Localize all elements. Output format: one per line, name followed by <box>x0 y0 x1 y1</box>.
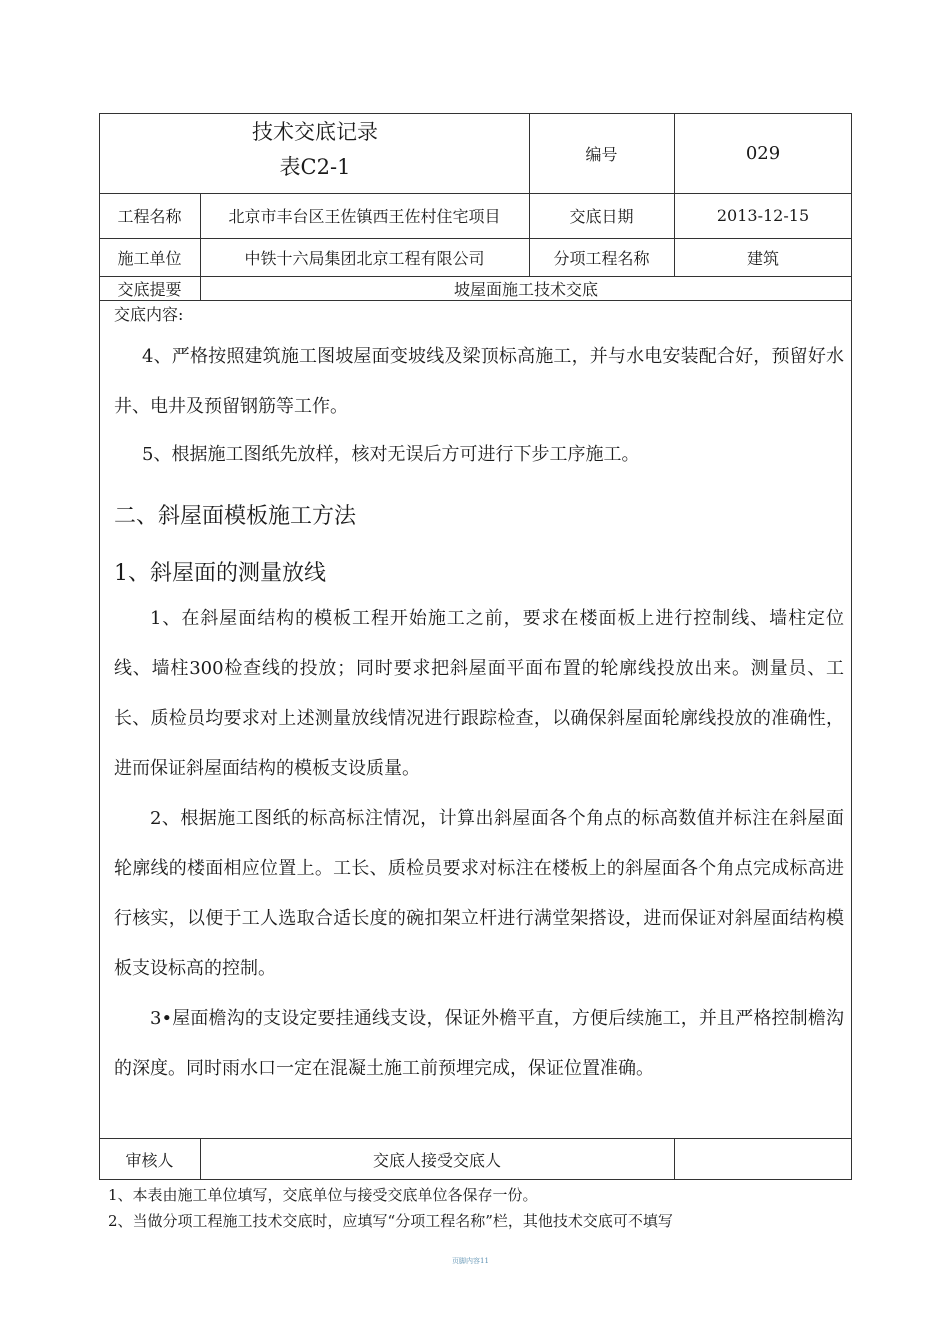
form-title: 技术交底记录 <box>252 120 378 144</box>
page-footer: 页脚内容11 <box>452 1257 489 1265</box>
reviewer-label: 审核人 <box>125 1150 174 1170</box>
date-value: 2013-12-15 <box>716 206 810 225</box>
note-1: 1、本表由施工单位填写，交底单位与接受交底单位各保存一份。 <box>108 1186 538 1204</box>
handover-label: 交底人接受交底人 <box>372 1150 501 1170</box>
number-value: 029 <box>745 142 781 164</box>
date-label: 交底日期 <box>569 207 634 226</box>
paragraph-item-4: 4、严格按照建筑施工图坡屋面变坡线及梁顶标高施工，并与水电安装配合好，预留好水井、电井及预留钢筋等工作。 <box>114 346 844 417</box>
number-label: 编号 <box>585 144 618 164</box>
signature-blank <box>674 1138 852 1180</box>
paragraph-step-1: 1、在斜屋面结构的模板工程开始施工之前，要求在楼面板上进行控制线、墙柱定位线、墙柱300检查线的投放；同时要求把斜屋面平面布置的轮廓线投放出来。测量员、工长、质检员均要求对上述测量放线情况进行跟踪检查，以确保斜屋面轮廓线投放的准确性，进而保证斜屋面结构的模板支设质量。 <box>114 608 844 779</box>
sub-project-label: 分项工程名称 <box>553 248 650 268</box>
unit-label: 施工单位 <box>117 248 182 268</box>
content-label: 交底内容: <box>114 305 184 324</box>
row-divider <box>99 300 852 301</box>
project-name-label: 工程名称 <box>117 207 182 226</box>
note-2: 2、当做分项工程施工技术交底时，应填写“分项工程名称”栏，其他技术交底可不填写 <box>108 1212 673 1230</box>
summary-label: 交底提要 <box>117 280 182 299</box>
sub-project-value: 建筑 <box>746 248 779 268</box>
paragraph-step-2: 2、根据施工图纸的标高标注情况，计算出斜屋面各个角点的标高数值并标注在斜屋面轮廓线的楼面相应位置上。工长、质检员要求对标注在楼板上的斜屋面各个角点完成标高进行核实，以便于工人选取合适长度的碗扣架立杆进行满堂架搭设，进而保证对斜屋面结构模板支设标高的控制。 <box>114 808 844 979</box>
section-heading: 二、斜屋面模板施工方法 <box>114 504 357 529</box>
unit-value: 中铁十六局集团北京工程有限公司 <box>244 248 485 268</box>
summary-value: 坡屋面施工技术交底 <box>453 280 598 299</box>
subsection-heading: 1、斜屋面的测量放线 <box>114 561 326 586</box>
project-name-value: 北京市丰台区王佐镇西王佐村住宅项目 <box>228 207 501 226</box>
form-code: 表C2-1 <box>279 155 351 179</box>
paragraph-item-5: 5、根据施工图纸先放样，核对无误后方可进行下步工序施工。 <box>142 444 640 465</box>
paragraph-step-3: 3•屋面檐沟的支设定要挂通线支设，保证外檐平直，方便后续施工，并且严格控制檐沟的深度。同时雨水口一定在混凝土施工前预埋完成，保证位置准确。 <box>114 1008 844 1079</box>
